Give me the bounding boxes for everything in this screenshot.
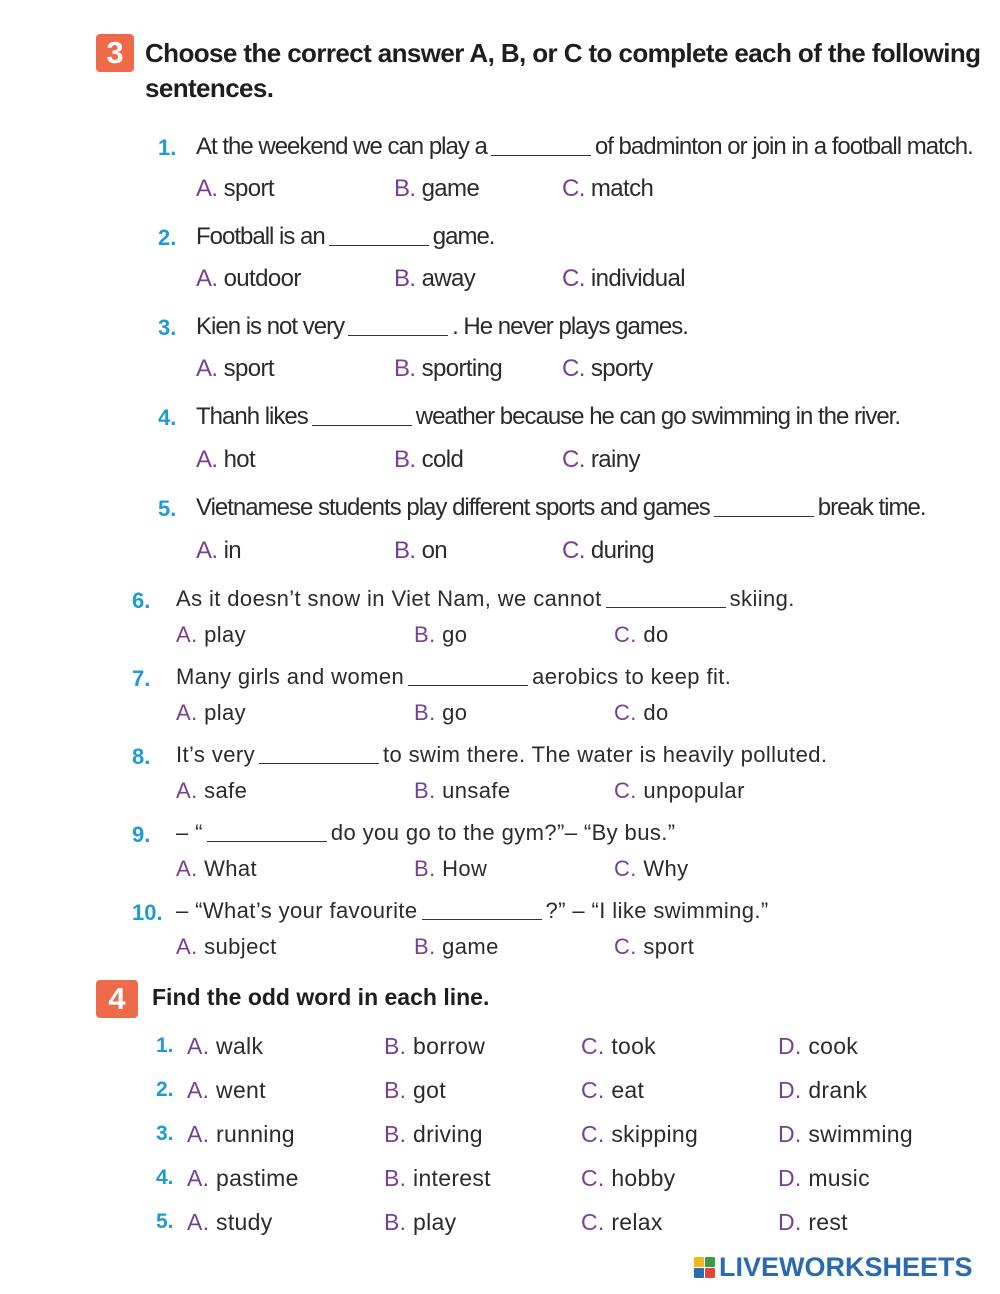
option-letter: B. [414, 856, 436, 881]
answer-blank[interactable] [312, 405, 412, 426]
question-text-before: Many girls and women [176, 664, 405, 689]
option-letter: A. [176, 778, 198, 803]
option-letter: B. [414, 622, 436, 647]
option-text: on [421, 537, 448, 564]
option-text: driving [413, 1121, 483, 1147]
answer-blank[interactable] [714, 496, 814, 517]
option-c[interactable] [614, 778, 745, 804]
question-text [176, 664, 731, 690]
question-number: 1. [158, 135, 177, 160]
option-text: unpopular [643, 778, 745, 803]
option-text: rainy [590, 446, 640, 473]
question-text-before: Thanh likes [196, 403, 308, 430]
option-letter: B. [394, 265, 416, 292]
option-a[interactable] [176, 778, 247, 804]
odd-word-option-a[interactable] [187, 1165, 299, 1192]
question-text-after: to swim there. The water is heavily polluted. [383, 742, 828, 767]
option-letter: A. [196, 446, 218, 473]
odd-word-option-b[interactable] [384, 1033, 485, 1060]
option-letter: B. [394, 175, 416, 202]
logo-text: LIVEWORKSHEETS [719, 1252, 973, 1282]
question-text-after: aerobics to keep fit. [532, 664, 732, 689]
question-text [176, 898, 769, 924]
option-letter: B. [414, 934, 436, 959]
question-text-after: weather because he can go swimming in the river. [415, 403, 901, 430]
option-letter: C. [581, 1165, 605, 1191]
question-text-before: It’s very [176, 742, 255, 767]
question-text [196, 494, 926, 522]
odd-word-option-b[interactable] [384, 1121, 483, 1148]
option-letter: A. [176, 856, 198, 881]
option-text: away [421, 265, 476, 292]
option-c[interactable] [614, 934, 694, 960]
option-text: outdoor [223, 265, 301, 292]
option-text: Why [643, 856, 689, 881]
option-letter: C. [614, 778, 637, 803]
odd-word-number: 2. [156, 1078, 174, 1101]
option-text: cold [421, 446, 464, 473]
question-text-after: game. [432, 223, 495, 250]
odd-word-option-c[interactable] [581, 1165, 675, 1192]
option-letter: C. [562, 175, 585, 202]
liveworksheets-logo [694, 1252, 973, 1283]
option-b[interactable] [414, 700, 467, 726]
option-b[interactable] [414, 856, 487, 882]
question-text-before: Kien is not very [196, 313, 345, 340]
option-letter: B. [384, 1165, 407, 1191]
section-4-instruction: Find the odd word in each line. [152, 984, 490, 1010]
option-letter: C. [562, 265, 585, 292]
option-text: pastime [216, 1165, 299, 1191]
answer-blank[interactable] [491, 135, 591, 156]
option-text: music [808, 1165, 870, 1191]
option-text: hobby [611, 1165, 676, 1191]
option-letter: A. [176, 622, 198, 647]
option-letter: A. [176, 700, 198, 725]
question-text-before: Vietnamese students play different sports and games [196, 494, 710, 521]
option-text: sport [223, 355, 274, 382]
option-text: skipping [611, 1121, 699, 1147]
odd-word-option-c[interactable] [581, 1209, 663, 1236]
option-letter: D. [778, 1209, 802, 1235]
question-number: 3. [158, 315, 177, 340]
option-c[interactable] [562, 175, 653, 203]
odd-word-option-d[interactable] [778, 1077, 867, 1104]
option-letter: D. [778, 1165, 802, 1191]
option-b[interactable] [414, 622, 467, 648]
option-text: got [413, 1077, 446, 1103]
question-number: 5. [158, 496, 177, 521]
option-text: drank [808, 1077, 868, 1103]
option-text: sporting [421, 355, 503, 382]
odd-word-number: 1. [156, 1034, 174, 1057]
option-c[interactable] [562, 355, 653, 383]
option-a[interactable] [176, 934, 277, 960]
question-number: 6. [132, 588, 151, 613]
option-a[interactable] [196, 355, 274, 383]
option-letter: C. [614, 934, 637, 959]
question-number: 10. [132, 900, 163, 925]
option-b[interactable] [394, 175, 479, 203]
question-text-before: As it doesn’t snow in Viet Nam, we cannot [176, 586, 602, 611]
option-letter: C. [581, 1077, 605, 1103]
answer-blank[interactable] [207, 821, 327, 842]
odd-word-option-d[interactable] [778, 1033, 858, 1060]
option-letter: D. [778, 1121, 802, 1147]
option-a[interactable] [176, 622, 246, 648]
option-b[interactable] [394, 265, 475, 293]
question-text-after: . He never plays games. [452, 313, 688, 340]
odd-word-option-d[interactable] [778, 1209, 848, 1236]
option-text: during [590, 537, 655, 564]
option-text: go [442, 700, 468, 725]
odd-word-option-c[interactable] [581, 1033, 656, 1060]
option-letter: C. [562, 537, 585, 564]
odd-word-option-d[interactable] [778, 1121, 913, 1148]
option-text: study [216, 1209, 273, 1235]
option-letter: A. [176, 934, 198, 959]
option-text: walk [216, 1033, 264, 1059]
option-text: sporty [590, 355, 653, 382]
option-letter: C. [614, 700, 637, 725]
option-letter: B. [384, 1077, 407, 1103]
option-text: relax [611, 1209, 663, 1235]
question-text-after: skiing. [729, 586, 795, 611]
option-letter: A. [187, 1165, 210, 1191]
question-number: 2. [158, 225, 177, 250]
question-text-before: – “ [176, 820, 203, 845]
option-text: play [204, 700, 247, 725]
option-text: borrow [413, 1033, 486, 1059]
option-letter: C. [581, 1121, 605, 1147]
option-text: eat [611, 1077, 645, 1103]
option-text: sport [643, 934, 695, 959]
option-letter: A. [196, 537, 218, 564]
option-text: running [216, 1121, 295, 1147]
option-letter: B. [414, 778, 436, 803]
option-letter: A. [196, 355, 218, 382]
option-text: subject [204, 934, 277, 959]
option-text: How [442, 856, 488, 881]
question-text [196, 133, 973, 161]
option-c[interactable] [562, 537, 654, 565]
option-letter: C. [581, 1033, 605, 1059]
option-letter: A. [196, 265, 218, 292]
question-text [176, 586, 795, 612]
option-text: What [204, 856, 258, 881]
option-b[interactable] [394, 537, 447, 565]
odd-word-number: 4. [156, 1166, 174, 1189]
answer-blank[interactable] [259, 743, 379, 764]
option-letter: B. [384, 1033, 407, 1059]
option-c[interactable] [562, 446, 640, 474]
option-text: game [421, 175, 480, 202]
question-text-before: At the weekend we can play a [196, 133, 487, 160]
option-letter: D. [778, 1033, 802, 1059]
odd-word-number: 3. [156, 1122, 174, 1145]
option-text: safe [204, 778, 248, 803]
option-c[interactable] [614, 856, 689, 882]
question-text [176, 820, 675, 846]
option-letter: A. [187, 1077, 210, 1103]
question-text-after: of badminton or join in a football match. [594, 133, 973, 160]
option-text: sport [223, 175, 274, 202]
option-letter: B. [384, 1121, 407, 1147]
odd-word-option-a[interactable] [187, 1077, 266, 1104]
odd-word-option-b[interactable] [384, 1077, 446, 1104]
answer-blank[interactable] [422, 899, 542, 920]
question-text-after: break time. [817, 494, 926, 521]
odd-word-option-c[interactable] [581, 1077, 644, 1104]
option-text: game [442, 934, 499, 959]
question-text [196, 403, 900, 431]
option-text: swimming [808, 1121, 913, 1147]
option-text: unsafe [442, 778, 511, 803]
instruction-line-1: Choose the correct answer A, B, or C to complete each of the following [145, 38, 981, 68]
option-letter: D. [778, 1077, 802, 1103]
option-text: individual [590, 265, 685, 292]
option-c[interactable] [614, 700, 669, 726]
answer-blank[interactable] [408, 665, 528, 686]
option-text: took [611, 1033, 656, 1059]
option-text: cook [808, 1033, 859, 1059]
option-a[interactable] [196, 175, 274, 203]
option-text: in [223, 537, 242, 564]
option-letter: C. [614, 622, 637, 647]
option-a[interactable] [176, 700, 246, 726]
question-text-before: Football is an [196, 223, 325, 250]
option-text: interest [413, 1165, 491, 1191]
question-number: 9. [132, 822, 151, 847]
option-letter: A. [187, 1121, 210, 1147]
logo-grid-icon [694, 1257, 716, 1279]
answer-blank[interactable] [329, 225, 429, 246]
odd-word-option-a[interactable] [187, 1209, 273, 1236]
odd-word-option-a[interactable] [187, 1121, 295, 1148]
option-letter: B. [394, 537, 416, 564]
odd-word-option-c[interactable] [581, 1121, 698, 1148]
odd-word-option-b[interactable] [384, 1165, 491, 1192]
question-number: 7. [132, 666, 151, 691]
odd-word-option-b[interactable] [384, 1209, 456, 1236]
option-text: play [413, 1209, 457, 1235]
option-text: rest [808, 1209, 848, 1235]
option-b[interactable] [394, 355, 502, 383]
question-text [196, 223, 494, 251]
question-number: 4. [158, 405, 177, 430]
option-letter: C. [562, 355, 585, 382]
question-text [176, 742, 827, 768]
option-letter: A. [187, 1033, 210, 1059]
option-text: hot [223, 446, 256, 473]
option-letter: C. [562, 446, 585, 473]
instruction-line-2: sentences. [145, 73, 274, 103]
option-text: do [643, 622, 669, 647]
question-number: 8. [132, 744, 151, 769]
option-a[interactable] [196, 265, 301, 293]
option-b[interactable] [414, 778, 511, 804]
option-letter: A. [187, 1209, 210, 1235]
option-a[interactable] [196, 446, 255, 474]
section-3-instruction [145, 36, 980, 106]
option-text: go [442, 622, 468, 647]
section-4-badge: 4 [96, 980, 138, 1018]
option-letter: B. [394, 446, 416, 473]
answer-blank[interactable] [606, 587, 726, 608]
option-text: play [204, 622, 247, 647]
question-text-before: – “What’s your favourite [176, 898, 418, 923]
option-letter: B. [414, 700, 436, 725]
option-c[interactable] [562, 265, 685, 293]
option-text: do [643, 700, 669, 725]
option-text: went [216, 1077, 266, 1103]
option-letter: C. [581, 1209, 605, 1235]
question-text-after: do you go to the gym?”– “By bus.” [330, 820, 676, 845]
odd-word-number: 5. [156, 1210, 174, 1233]
option-letter: A. [196, 175, 218, 202]
option-a[interactable] [176, 856, 257, 882]
option-a[interactable] [196, 537, 241, 565]
option-letter: C. [614, 856, 637, 881]
option-b[interactable] [414, 934, 499, 960]
odd-word-option-a[interactable] [187, 1033, 263, 1060]
question-text-after: ?” – “I like swimming.” [545, 898, 769, 923]
option-letter: B. [384, 1209, 407, 1235]
section-3-badge: 3 [96, 34, 134, 72]
option-text: match [590, 175, 654, 202]
option-letter: B. [394, 355, 416, 382]
question-text [196, 313, 688, 341]
option-c[interactable] [614, 622, 669, 648]
option-b[interactable] [394, 446, 463, 474]
answer-blank[interactable] [348, 315, 448, 336]
odd-word-option-d[interactable] [778, 1165, 870, 1192]
